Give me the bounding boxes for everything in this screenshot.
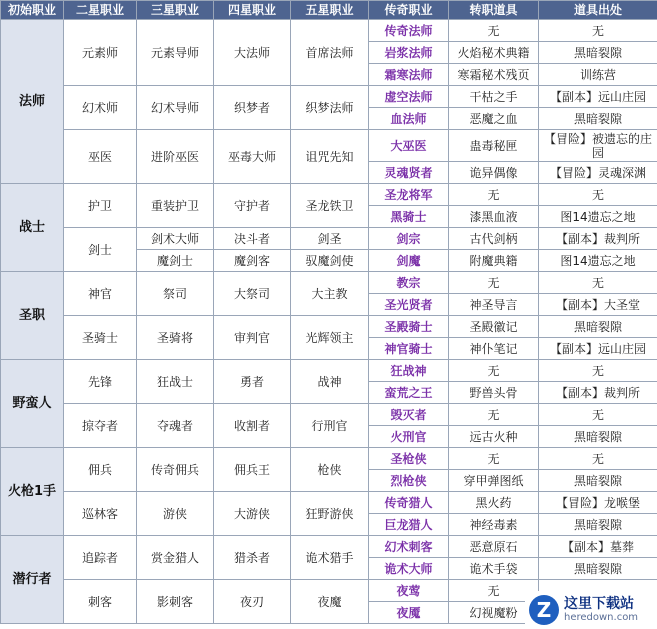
five-star-cell: 圣龙铁卫 <box>291 184 369 228</box>
five-star-cell: 织梦法师 <box>291 86 369 130</box>
four-star-cell: 决斗者 <box>214 228 291 250</box>
five-star-cell: 光辉领主 <box>291 316 369 360</box>
source-cell: 【副本】墓葬 <box>539 536 657 558</box>
four-star-cell: 勇者 <box>214 360 291 404</box>
legend-class-cell: 巨龙猎人 <box>369 514 449 536</box>
column-header: 二星职业 <box>64 1 137 20</box>
legend-class-cell: 霜寒法师 <box>369 64 449 86</box>
item-cell: 无 <box>449 20 539 42</box>
table-row <box>1 316 657 338</box>
two-star-cell: 神官 <box>64 272 137 316</box>
five-star-cell: 战神 <box>291 360 369 404</box>
three-star-cell: 传奇佣兵 <box>137 448 214 492</box>
table-row <box>1 360 657 382</box>
item-cell: 无 <box>449 360 539 382</box>
legend-class-cell: 剑宗 <box>369 228 449 250</box>
legend-class-cell: 传奇法师 <box>369 20 449 42</box>
legend-class-cell: 剑魔 <box>369 250 449 272</box>
three-star-cell: 祭司 <box>137 272 214 316</box>
legend-class-cell: 教宗 <box>369 272 449 294</box>
header-row <box>1 1 657 20</box>
two-star-cell: 巡林客 <box>64 492 137 536</box>
table-row <box>1 536 657 558</box>
table-body <box>1 20 657 624</box>
legend-class-cell: 虚空法师 <box>369 86 449 108</box>
four-star-cell: 收割者 <box>214 404 291 448</box>
source-cell: 无 <box>539 20 657 42</box>
table-row <box>1 272 657 294</box>
legend-class-cell: 火刑官 <box>369 426 449 448</box>
legend-class-cell: 圣殿骑士 <box>369 316 449 338</box>
source-cell: 无 <box>539 184 657 206</box>
source-cell: 黑暗裂隙 <box>539 42 657 64</box>
table-row <box>1 20 657 42</box>
table-row <box>1 492 657 514</box>
four-star-cell: 大法师 <box>214 20 291 86</box>
source-cell: 黑暗裂隙 <box>539 426 657 448</box>
source-cell: 【副本】远山庄园 <box>539 86 657 108</box>
base-class-cell: 圣职 <box>1 272 64 360</box>
source-cell: 无 <box>539 360 657 382</box>
item-cell: 附魔典籍 <box>449 250 539 272</box>
source-cell: 黑暗裂隙 <box>539 316 657 338</box>
two-star-cell: 刺客 <box>64 580 137 624</box>
item-cell: 无 <box>449 184 539 206</box>
table-row <box>1 448 657 470</box>
three-star-cell: 赏金猎人 <box>137 536 214 580</box>
source-cell: 【冒险】灵魂深渊 <box>539 162 657 184</box>
legend-class-cell: 黑骑士 <box>369 206 449 228</box>
two-star-cell: 先锋 <box>64 360 137 404</box>
column-header: 四星职业 <box>214 1 291 20</box>
item-cell: 干枯之手 <box>449 86 539 108</box>
five-star-cell: 行刑官 <box>291 404 369 448</box>
source-cell: 无 <box>539 272 657 294</box>
item-cell: 黑火药 <box>449 492 539 514</box>
source-cell: 图14遗忘之地 <box>539 250 657 272</box>
legend-class-cell: 夜莺 <box>369 580 449 602</box>
legend-class-cell: 传奇猎人 <box>369 492 449 514</box>
item-cell: 无 <box>449 272 539 294</box>
item-cell: 诡异偶像 <box>449 162 539 184</box>
legend-class-cell: 大巫医 <box>369 130 449 162</box>
legend-class-cell: 血法师 <box>369 108 449 130</box>
four-star-cell: 猎杀者 <box>214 536 291 580</box>
five-star-cell: 夜魔 <box>291 580 369 624</box>
item-cell: 无 <box>449 580 539 602</box>
two-star-cell: 圣骑士 <box>64 316 137 360</box>
source-cell: 无 <box>539 448 657 470</box>
item-cell: 神仆笔记 <box>449 338 539 360</box>
source-cell: 黑暗裂隙 <box>539 514 657 536</box>
three-star-cell: 魔剑士 <box>137 250 214 272</box>
item-cell: 穿甲弹图纸 <box>449 470 539 492</box>
item-cell: 恶魔之血 <box>449 108 539 130</box>
watermark <box>525 591 657 629</box>
source-cell: 【冒险】龙喉堡 <box>539 492 657 514</box>
two-star-cell: 护卫 <box>64 184 137 228</box>
base-class-cell: 潜行者 <box>1 536 64 624</box>
three-star-cell: 幻术导师 <box>137 86 214 130</box>
four-star-cell: 大游侠 <box>214 492 291 536</box>
column-header: 道具出处 <box>539 1 657 20</box>
three-star-cell: 夺魂者 <box>137 404 214 448</box>
column-header: 转职道具 <box>449 1 539 20</box>
legend-class-cell: 岩浆法师 <box>369 42 449 64</box>
item-cell: 无 <box>449 448 539 470</box>
three-star-cell: 游侠 <box>137 492 214 536</box>
legend-class-cell: 神官骑士 <box>369 338 449 360</box>
item-cell: 幻视魔粉 <box>449 602 539 624</box>
base-class-cell: 野蛮人 <box>1 360 64 448</box>
two-star-cell: 掠夺者 <box>64 404 137 448</box>
two-star-cell: 佣兵 <box>64 448 137 492</box>
five-star-cell: 首席法师 <box>291 20 369 86</box>
five-star-cell: 大主教 <box>291 272 369 316</box>
source-cell: 图14遗忘之地 <box>539 206 657 228</box>
four-star-cell: 巫毒大师 <box>214 130 291 184</box>
source-cell: 【副本】裁判所 <box>539 228 657 250</box>
five-star-cell: 剑圣 <box>291 228 369 250</box>
legend-class-cell: 圣光贤者 <box>369 294 449 316</box>
base-class-cell: 战士 <box>1 184 64 272</box>
three-star-cell: 重装护卫 <box>137 184 214 228</box>
source-cell: 【副本】裁判所 <box>539 382 657 404</box>
source-cell: 黑暗裂隙 <box>539 470 657 492</box>
two-star-cell: 追踪者 <box>64 536 137 580</box>
source-cell: 黑暗裂隙 <box>539 558 657 580</box>
two-star-cell: 巫医 <box>64 130 137 184</box>
source-cell: 训练营 <box>539 64 657 86</box>
source-cell: 黑暗裂隙 <box>539 108 657 130</box>
table-row <box>1 404 657 426</box>
five-star-cell: 驭魔剑使 <box>291 250 369 272</box>
four-star-cell: 审判官 <box>214 316 291 360</box>
five-star-cell: 诡术猎手 <box>291 536 369 580</box>
column-header: 五星职业 <box>291 1 369 20</box>
column-header: 三星职业 <box>137 1 214 20</box>
five-star-cell: 狂野游侠 <box>291 492 369 536</box>
four-star-cell: 魔剑客 <box>214 250 291 272</box>
source-cell: 【副本】大圣堂 <box>539 294 657 316</box>
two-star-cell: 剑士 <box>64 228 137 272</box>
item-cell: 古代剑柄 <box>449 228 539 250</box>
legend-class-cell: 幻术刺客 <box>369 536 449 558</box>
column-header: 传奇职业 <box>369 1 449 20</box>
source-cell: 无 <box>539 404 657 426</box>
legend-class-cell: 烈枪侠 <box>369 470 449 492</box>
site-logo-icon: Z <box>529 595 559 625</box>
three-star-cell: 元素导师 <box>137 20 214 86</box>
watermark-url: heredown.com <box>564 612 639 623</box>
legend-class-cell: 灵魂贤者 <box>369 162 449 184</box>
legend-class-cell: 圣枪侠 <box>369 448 449 470</box>
item-cell: 野兽头骨 <box>449 382 539 404</box>
source-cell: 【副本】远山庄园 <box>539 338 657 360</box>
item-cell: 神经毒素 <box>449 514 539 536</box>
base-class-cell: 法师 <box>1 20 64 184</box>
four-star-cell: 织梦者 <box>214 86 291 130</box>
item-cell: 恶意原石 <box>449 536 539 558</box>
five-star-cell: 枪侠 <box>291 448 369 492</box>
item-cell: 圣殿徽记 <box>449 316 539 338</box>
five-star-cell: 诅咒先知 <box>291 130 369 184</box>
item-cell: 寒霜秘术残页 <box>449 64 539 86</box>
watermark-site-name: 这里下载站 <box>564 596 634 612</box>
item-cell: 神圣导言 <box>449 294 539 316</box>
item-cell: 漆黑血液 <box>449 206 539 228</box>
item-cell: 火焰秘术典籍 <box>449 42 539 64</box>
four-star-cell: 守护者 <box>214 184 291 228</box>
column-header: 初始职业 <box>1 1 64 20</box>
legend-class-cell: 蛮荒之王 <box>369 382 449 404</box>
four-star-cell: 佣兵王 <box>214 448 291 492</box>
table-row <box>1 184 657 206</box>
three-star-cell: 剑术大师 <box>137 228 214 250</box>
two-star-cell: 幻术师 <box>64 86 137 130</box>
legend-class-cell: 圣龙将军 <box>369 184 449 206</box>
base-class-cell: 火枪1手 <box>1 448 64 536</box>
legend-class-cell: 毁灭者 <box>369 404 449 426</box>
legend-class-cell: 狂战神 <box>369 360 449 382</box>
table-row <box>1 130 657 162</box>
item-cell: 诡术手袋 <box>449 558 539 580</box>
two-star-cell: 元素师 <box>64 20 137 86</box>
item-cell: 远古火种 <box>449 426 539 448</box>
legend-class-cell: 诡术大师 <box>369 558 449 580</box>
three-star-cell: 狂战士 <box>137 360 214 404</box>
four-star-cell: 夜刃 <box>214 580 291 624</box>
three-star-cell: 圣骑将 <box>137 316 214 360</box>
item-cell: 无 <box>449 404 539 426</box>
source-cell: 【冒险】被遗忘的庄园 <box>539 130 657 162</box>
legend-class-cell: 夜魇 <box>369 602 449 624</box>
table-row <box>1 228 657 250</box>
three-star-cell: 进阶巫医 <box>137 130 214 184</box>
four-star-cell: 大祭司 <box>214 272 291 316</box>
table-row <box>1 86 657 108</box>
item-cell: 蛊毒秘匣 <box>449 130 539 162</box>
three-star-cell: 影刺客 <box>137 580 214 624</box>
